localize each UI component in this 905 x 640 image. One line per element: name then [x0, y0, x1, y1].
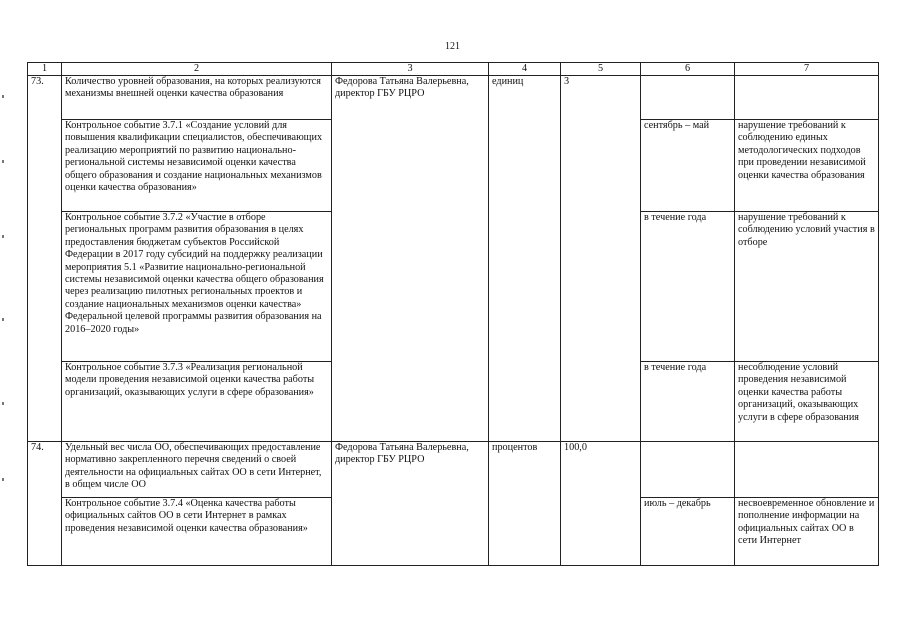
control-event-text: Контрольное событие 3.7.1 «Создание условий для повышения квалификации специалистов, обеспечивающих реализацию мероприятий по развитию национально-региональной системы независимой оценки качества общего образования и создание национальных механизмов оценки качества образования» — [62, 120, 332, 212]
risk-cell — [735, 442, 879, 498]
unit-cell: процентов — [489, 442, 561, 566]
indicator-text: Удельный вес числа ОО, обеспечивающих предоставление нормативно закрепленного перечня сведений о своей деятельности на официальных сайтах ОО в сети Интернет, в общем числе ОО — [62, 442, 332, 498]
term-cell — [641, 76, 735, 120]
control-event-text: Контрольное событие 3.7.2 «Участие в отборе региональных программ развития образования в целях предоставления бюджетам субъектов Российской Федерации в 2017 году субсидий на поддержку реализации мероприятия 5.1 «Развитие национально-региональной системы независимой оценки качества общего образования через реализацию пилотных региональных проектов и создание национальных механизмов оценки качества» Федеральной целевой программы развития образования на 2016–2020 годы» — [62, 212, 332, 362]
term-cell: в течение года — [641, 362, 735, 442]
table-row — [28, 76, 879, 120]
value-cell: 100,0 — [561, 442, 641, 566]
edge-mark — [2, 235, 4, 238]
term-cell: сентябрь – май — [641, 120, 735, 212]
table-row — [28, 442, 879, 498]
risk-cell: несвоевременное обновление и пополнение информации на официальных сайтах ОО в сети Интернет — [735, 498, 879, 566]
indicator-text: Количество уровней образования, на которых реализуются механизмы внешней оценки качества образования — [62, 76, 332, 120]
left-edge-marks — [2, 0, 5, 640]
column-header: 4 — [489, 63, 561, 76]
edge-mark — [2, 95, 4, 98]
responsible-person: Федорова Татьяна Валерьевна, директор ГБУ РЦРО — [332, 76, 489, 442]
column-header: 3 — [332, 63, 489, 76]
column-header: 6 — [641, 63, 735, 76]
value-cell: 3 — [561, 76, 641, 442]
control-event-text: Контрольное событие 3.7.3 «Реализация региональной модели проведения независимой оценки качества работы организаций, оказывающих услуги в сфере образования» — [62, 362, 332, 442]
risk-cell — [735, 76, 879, 120]
risk-cell: нарушение требований к соблюдению единых методологических подходов при проведении независимой оценки качества образования — [735, 120, 879, 212]
risk-cell: нарушение требований к соблюдению условий участия в отборе — [735, 212, 879, 362]
edge-mark — [2, 160, 4, 163]
page-number: 121 — [445, 41, 460, 52]
edge-mark — [2, 318, 4, 321]
term-cell — [641, 442, 735, 498]
column-header: 1 — [28, 63, 62, 76]
responsible-person: Федорова Татьяна Валерьевна, директор ГБУ РЦРО — [332, 442, 489, 566]
document-table — [27, 62, 879, 566]
edge-mark — [2, 402, 4, 405]
column-header: 7 — [735, 63, 879, 76]
column-number-row — [28, 63, 879, 76]
term-cell: в течение года — [641, 212, 735, 362]
row-number: 73. — [28, 76, 62, 442]
risk-cell: несоблюдение условий проведения независимой оценки качества работы организаций, оказывающих услуги в сфере образования — [735, 362, 879, 442]
row-number: 74. — [28, 442, 62, 566]
control-event-text: Контрольное событие 3.7.4 «Оценка качества работы официальных сайтов ОО в сети Интернет в рамках проведения независимой оценки качества образования» — [62, 498, 332, 566]
unit-cell: единиц — [489, 76, 561, 442]
term-cell: июль – декабрь — [641, 498, 735, 566]
column-header: 5 — [561, 63, 641, 76]
column-header: 2 — [62, 63, 332, 76]
edge-mark — [2, 478, 4, 481]
